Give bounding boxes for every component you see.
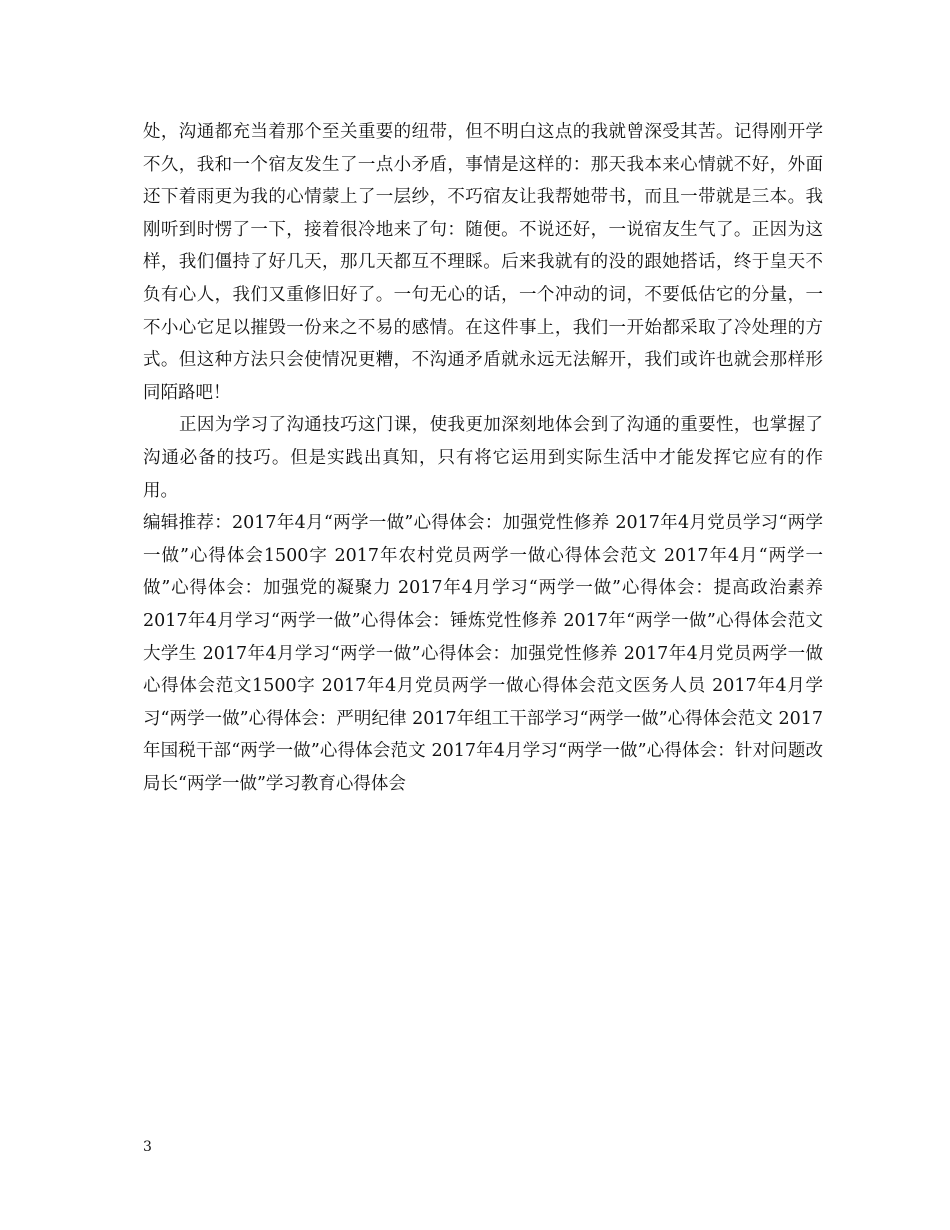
page-number: 3 — [143, 1139, 152, 1155]
paragraph-editor-recommendations: 编辑推荐：2017年4月“两学一做”心得体会：加强党性修养 2017年4月党员学习“两学一做”心得体会1500字 2017年农村党员两学一做心得体会范文 2017年4月“两学一做”心得体会：加强党的凝聚力 2017年4月学习“两学一做”心得体会：提高政治素养 2017年4月学习“两学一做”心得体会：锤炼党性修养 2017年“两学一做”心得体会范文大学生 2017年4月学习“两学一做”心得体会：加强党性修养 2017年4月党员两学一做心得体会范文1500字 2017年4月党员两学一做心得体会范文医务人员 2017年4月学习“两学一做”心得体会：严明纪律 2017年组工干部学习“两学一做”心得体会范文 2017年国税干部“两学一做”心得体会范文 2017年4月学习“两学一做”心得体会：针对问题改局长“两学一做”学习教育心得体会 — [143, 513, 823, 794]
paragraph-course-reflection: 正因为学习了沟通技巧这门课，使我更加深刻地体会到了沟通的重要性，也掌握了沟通必备的技巧。但是实践出真知，只有将它运用到实际生活中才能发挥它应有的作用。 — [143, 415, 823, 501]
paragraph-continuation: 处，沟通都充当着那个至关重要的纽带，但不明白这点的我就曾深受其苦。记得刚开学不久，我和一个宿友发生了一点小矛盾，事情是这样的：那天我本来心情就不好，外面还下着雨更为我的心情蒙上了一层纱，不巧宿友让我帮她带书，而且一带就是三本。我刚听到时愣了一下，接着很冷地来了句：随便。不说还好，一说宿友生气了。正因为这样，我们僵持了好几天，那几天都互不理睬。后来我就有的没的跟她搭话，终于皇天不负有心人，我们又重修旧好了。一句无心的话，一个冲动的词，不要低估它的分量，一不小心它足以摧毁一份来之不易的感情。在这件事上，我们一开始都采取了冷处理的方式。但这种方法只会使情况更糟，不沟通矛盾就永远无法解开，我们或许也就会那样形同陌路吧！ — [143, 122, 823, 403]
body-text — [143, 116, 823, 800]
